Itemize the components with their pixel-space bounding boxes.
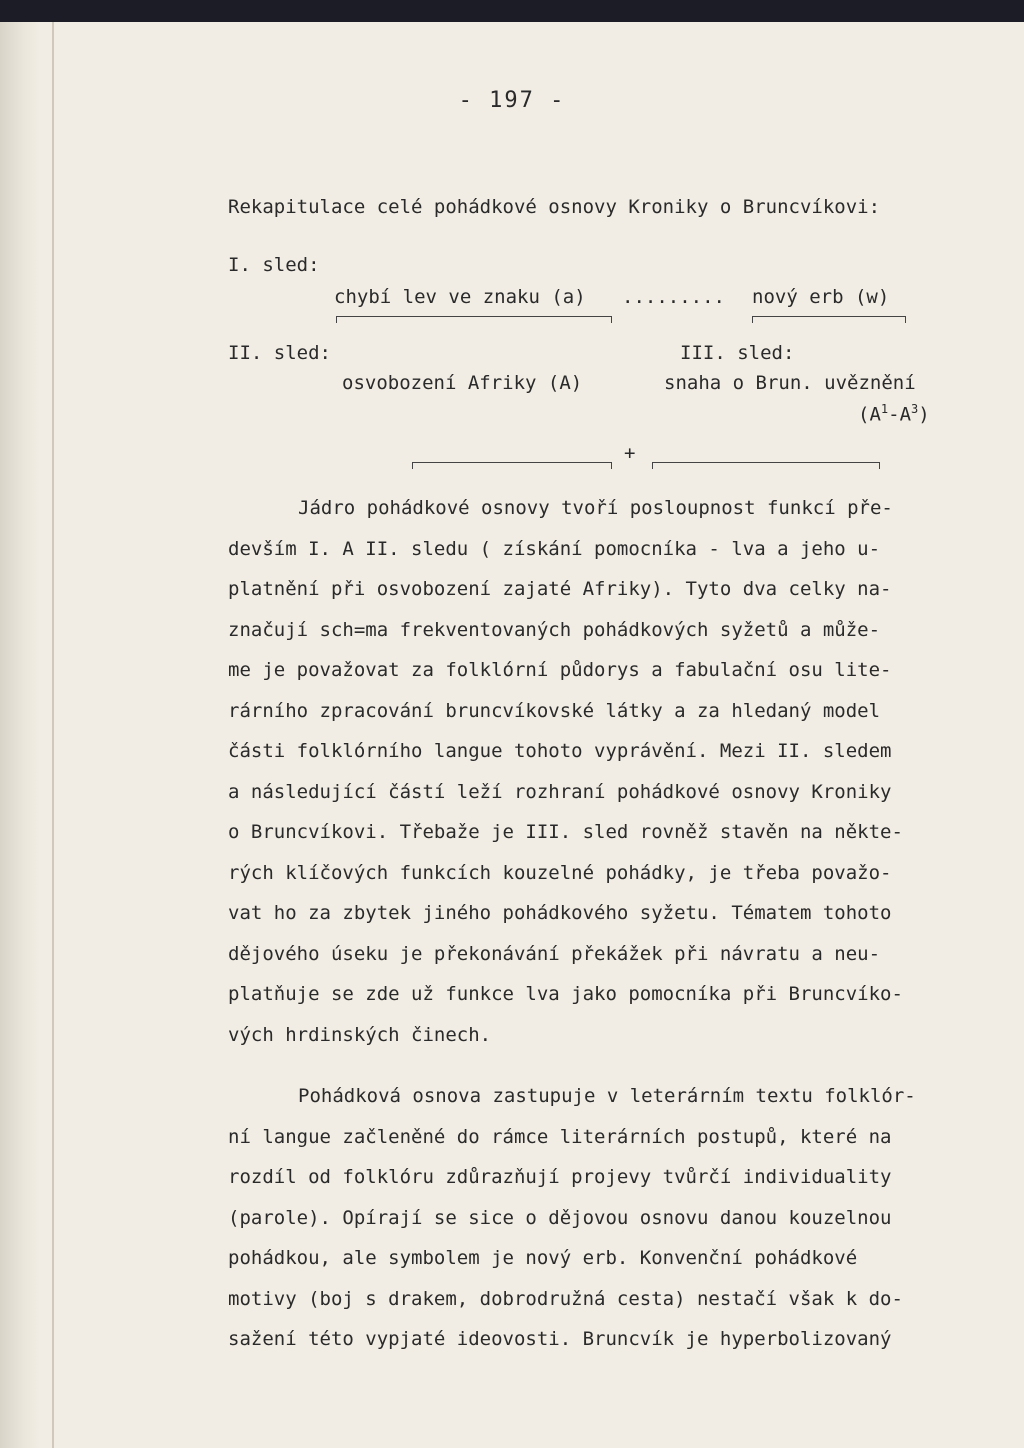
paragraph-line: motivy (boj s drakem, dobrodružná cesta) nestačí však k do- <box>228 1287 903 1310</box>
paragraph-line: Jádro pohádkové osnovy tvoří posloupnost funkcí pře- <box>298 497 893 519</box>
paragraph-line: rozdíl od folklóru zdůrazňují projevy tvůrčí individuality <box>228 1166 892 1188</box>
paragraph-line: platnění při osvobození zajaté Afriky). Tyto dva celky na- <box>228 578 892 600</box>
scan-left-margin <box>0 22 40 1448</box>
paragraph-line: (parole). Opírají se sice o dějovou osnovu danou kouzelnou <box>228 1206 892 1229</box>
paragraph-line: značují sch=ma frekventovaných pohádkových syžetů a může- <box>228 618 881 641</box>
paragraph-line: rých klíčových funkcích kouzelné pohádky, je třeba považo- <box>228 861 892 884</box>
paragraph-line: devším I. A II. sledu ( získání pomocníka - lva a jeho u- <box>228 537 881 560</box>
paragraph-line: a následující částí leží rozhraní pohádkové osnovy Kroniky <box>228 780 892 803</box>
sled3-text: snaha o Brun. uvěznění <box>664 372 916 394</box>
paragraph-line: vých hrdinských činech. <box>228 1023 492 1046</box>
sled2-bracket <box>412 462 612 469</box>
paragraph-1 <box>228 488 980 1055</box>
page-number: - 197 - <box>458 88 566 113</box>
page-fold-line <box>52 22 54 1448</box>
recap-heading: Rekapitulace celé pohádkové osnovy Kroniky o Bruncvíkovi: <box>228 196 881 218</box>
sled1-right-text: nový erb (w) <box>752 286 890 308</box>
paragraph-line: dějového úseku je překonávání překážek při návratu a neu- <box>228 942 881 965</box>
paragraph-2 <box>228 1076 980 1360</box>
paragraph-line: me je považovat za folklórní půdorys a fabulační osu lite- <box>228 659 892 681</box>
sled1-left-bracket <box>336 316 612 323</box>
sled2-label: II. sled: <box>228 342 331 364</box>
sled1-label: I. sled: <box>228 254 320 276</box>
paragraph-line: Pohádková osnova zastupuje v leterárním textu folklór- <box>298 1085 916 1107</box>
scan-top-edge <box>0 0 1024 22</box>
sled1-dots: ......... <box>622 286 725 308</box>
paragraph-line: vat ho za zbytek jiného pohádkového syžetu. Tématem tohoto <box>228 902 892 924</box>
sled1-right-bracket <box>752 316 906 323</box>
paragraph-line: o Bruncvíkovi. Třebaže je III. sled rovněž stavěn na někte- <box>228 821 903 843</box>
paragraph-line: části folklórního langue tohoto vyprávění. Mezi II. sledem <box>228 740 892 762</box>
sled2-text: osvobození Afriky (A) <box>342 372 583 394</box>
paragraph-line: sažení této vypjaté ideovosti. Bruncvík je hyperbolizovaný <box>228 1328 892 1350</box>
paragraph-line: platňuje se zde už funkce lva jako pomocníka při Bruncvíko- <box>228 983 903 1005</box>
sled3-label: III. sled: <box>680 342 795 364</box>
plus-sign: + <box>624 442 636 464</box>
sled3-bracket <box>652 462 880 469</box>
sled3-formula: $(A^1-A^3)$ <box>858 402 930 426</box>
paragraph-line: ní langue začleněné do rámce literárních postupů, které na <box>228 1125 892 1148</box>
paragraph-line: rárního zpracování bruncvíkovské látky a za hledaný model <box>228 699 881 722</box>
paragraph-line: pohádkou, ale symbolem je nový erb. Konvenční pohádkové <box>228 1247 858 1269</box>
sled1-left-text: chybí lev ve znaku (a) <box>334 286 586 308</box>
